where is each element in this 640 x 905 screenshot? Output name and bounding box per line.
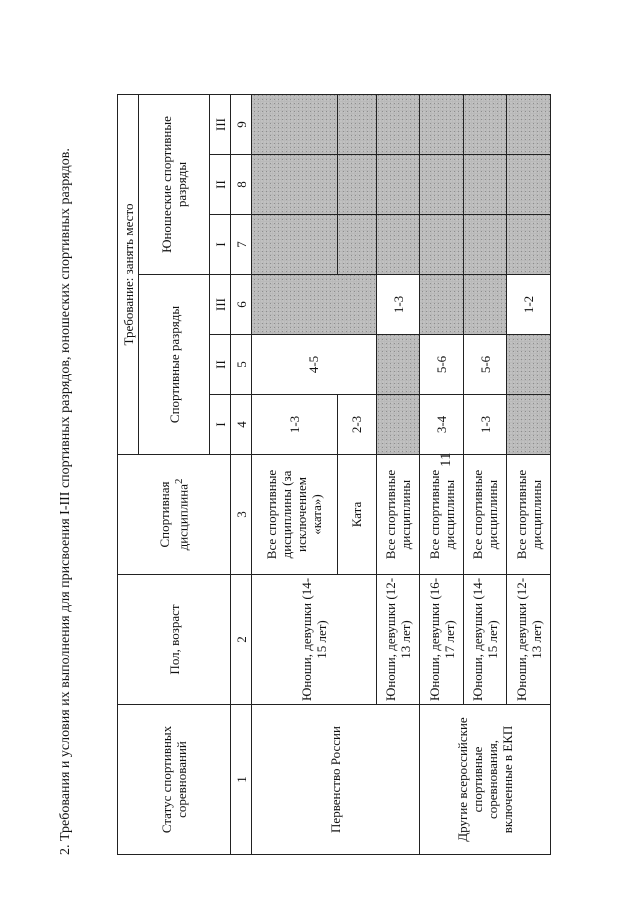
rank-cell: 2-3 xyxy=(337,395,376,455)
shaded-cell xyxy=(252,275,377,335)
header-discipline-footnote: 2 xyxy=(173,478,186,485)
rank-cell: 4-5 xyxy=(252,335,377,395)
header-sub-3: III xyxy=(210,275,231,335)
col-num-6: 6 xyxy=(231,275,252,335)
discipline-cell: Ката xyxy=(337,455,376,575)
ranks-table xyxy=(117,94,551,855)
shaded-cell xyxy=(252,94,338,154)
shaded-cell xyxy=(507,155,551,215)
shaded-cell xyxy=(463,94,507,154)
rank-cell: 1-3 xyxy=(376,275,420,335)
discipline-cell: Все спортивные дисциплины xyxy=(507,455,551,575)
shaded-cell xyxy=(463,215,507,275)
header-gender-age: Пол, возраст xyxy=(118,575,231,705)
age-cell: Юноши, девушки (14-15 лет) xyxy=(252,575,377,705)
rank-cell: 5-6 xyxy=(463,335,507,395)
header-discipline-text: Спортивная дисциплина xyxy=(157,481,191,551)
shaded-cell xyxy=(337,215,376,275)
table-caption: 2. Требования и условия их выполнения для присвоения I-III спортивных разрядов, юношеских спортивных разрядов. xyxy=(58,148,73,855)
header-sub-5: II xyxy=(210,155,231,215)
shaded-cell xyxy=(376,155,420,215)
shaded-cell xyxy=(463,155,507,215)
age-cell: Юноши, девушки (12-13 лет) xyxy=(376,575,420,705)
col-num-5: 5 xyxy=(231,335,252,395)
discipline-cell: Все спортивные дисциплины xyxy=(376,455,420,575)
shaded-cell xyxy=(337,94,376,154)
col-num-9: 9 xyxy=(231,94,252,154)
rank-cell: 1-3 xyxy=(463,395,507,455)
shaded-cell xyxy=(376,215,420,275)
col-num-1: 1 xyxy=(231,705,252,855)
shaded-cell xyxy=(376,94,420,154)
rank-cell: 5-6 xyxy=(420,335,464,395)
col-num-8: 8 xyxy=(231,155,252,215)
col-num-7: 7 xyxy=(231,215,252,275)
header-status: Статус спортивных соревнований xyxy=(118,705,231,855)
rank-cell: 1-2 xyxy=(507,275,551,335)
header-youth-ranks: Юношеские спортивные разряды xyxy=(139,94,210,274)
header-sub-4: I xyxy=(210,215,231,275)
age-cell: Юноши, девушки (12-13 лет) xyxy=(507,575,551,705)
header-sub-1: I xyxy=(210,395,231,455)
header-sport-ranks: Спортивные разряды xyxy=(139,275,210,455)
shaded-cell xyxy=(507,395,551,455)
discipline-cell: Все спортивные дисциплины (за исключением «ката») xyxy=(252,455,338,575)
col-num-4: 4 xyxy=(231,395,252,455)
header-sub-6: III xyxy=(210,94,231,154)
age-cell: Юноши, девушки (14-15 лет) xyxy=(463,575,507,705)
col-num-2: 2 xyxy=(231,575,252,705)
col-num-3: 3 xyxy=(231,455,252,575)
shaded-cell xyxy=(420,155,464,215)
shaded-cell xyxy=(376,335,420,395)
shaded-cell xyxy=(507,94,551,154)
header-requirement: Требование: занять место xyxy=(118,94,139,454)
header-sub-2: II xyxy=(210,335,231,395)
discipline-cell: Все спортивные дисциплины xyxy=(463,455,507,575)
page-number: 11 xyxy=(438,452,454,467)
rank-cell: 1-3 xyxy=(252,395,338,455)
header-discipline xyxy=(118,455,231,575)
shaded-cell xyxy=(463,275,507,335)
shaded-cell xyxy=(376,395,420,455)
shaded-cell xyxy=(420,215,464,275)
shaded-cell xyxy=(252,155,338,215)
discipline-cell: Все спортивные дисциплины xyxy=(420,455,464,575)
shaded-cell xyxy=(420,94,464,154)
status-cell: Первенство России xyxy=(252,705,420,855)
shaded-cell xyxy=(507,335,551,395)
shaded-cell xyxy=(252,215,338,275)
status-cell: Другие всероссийские спортивные соревнования, включенные в ЕКП xyxy=(420,705,551,855)
age-cell: Юноши, девушки (16-17 лет) xyxy=(420,575,464,705)
shaded-cell xyxy=(337,155,376,215)
rank-cell: 3-4 xyxy=(420,395,464,455)
shaded-cell xyxy=(507,215,551,275)
shaded-cell xyxy=(420,275,464,335)
